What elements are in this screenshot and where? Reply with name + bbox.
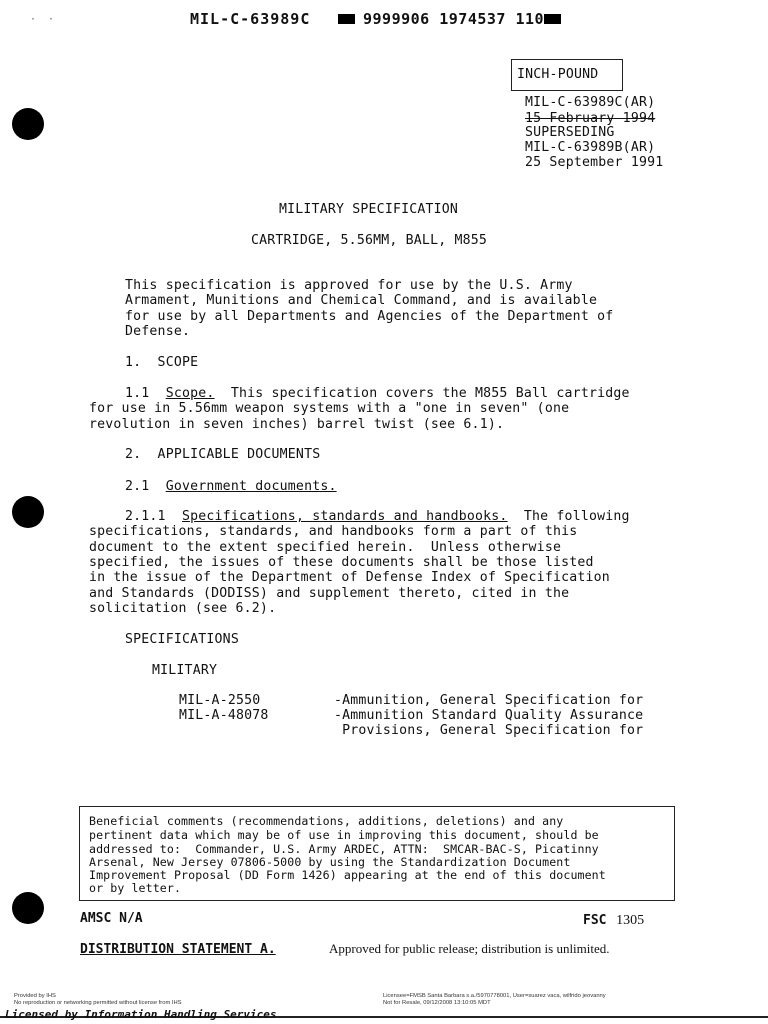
comments-line-6: or by letter.: [89, 881, 182, 895]
section-2-1-1-line-5: in the issue of the Department of Defense Index of Specification: [89, 570, 610, 585]
section-2-1-1-line-6: and Standards (DODISS) and supplement thereto, cited in the: [89, 586, 570, 601]
comments-line-3: addressed to: Commander, U.S. Army ARDEC, ATTN: SMCAR-BAC-S, Picatinny: [89, 842, 599, 856]
section-2-1-1-first-line: [125, 509, 630, 524]
inch-pound-label: INCH-POUND: [517, 67, 599, 82]
section-2-1-1-line-4: specified, the issues of these documents shall be those listed: [89, 555, 594, 570]
intro-line-1: This specification is approved for use by the U.S. Army: [125, 278, 573, 293]
reference-desc-1: -Ammunition, General Specification for: [334, 693, 644, 708]
section-2-1-1-line-7: solicitation (see 6.2).: [89, 601, 277, 616]
distribution-label: DISTRIBUTION STATEMENT A.: [80, 942, 276, 957]
fsc-value: 1305: [616, 913, 645, 928]
section-2-1: [125, 479, 337, 494]
top-left-marks: · ·: [30, 14, 55, 25]
intro-line-2: Armament, Munitions and Chemical Command, and is available: [125, 293, 598, 308]
intro-line-4: Defense.: [125, 324, 191, 339]
fsc-label: FSC: [583, 913, 607, 928]
section-1-1-title: Scope.: [165, 386, 215, 401]
section-1-1-line-3: revolution in seven inches) barrel twist (see 6.1).: [89, 417, 505, 432]
document-subtitle: CARTRIDGE, 5.56MM, BALL, M855: [251, 233, 488, 248]
reference-desc-2: -Ammunition Standard Quality Assurance: [334, 708, 644, 723]
section-2-1-1-line-2: specifications, standards, and handbooks form a part of this: [89, 524, 578, 539]
section-2-1-1-line-3: document to the extent specified herein. Unless otherwise: [89, 540, 562, 555]
section-1-1-lead: This specification covers the M855 Ball cartridge: [214, 386, 630, 401]
reference-desc-3: Provisions, General Specification for: [334, 723, 644, 738]
footer-right-line-1: Licensee=FMSB Santa Barbara s.a./5970778001, User=suarez vaca, wilfrido jeovanny: [383, 993, 606, 999]
section-2-1-1-number: 2.1.1: [125, 509, 166, 524]
section-2-1-1-title: Specifications, standards and handbooks.: [181, 509, 508, 524]
comments-line-5: Improvement Proposal (DD Form 1426) appearing at the end of this document: [89, 868, 606, 882]
reference-code-2: MIL-A-48078: [179, 708, 269, 723]
comments-line-4: Arsenal, New Jersey 07806-5000 by using the Standardization Document: [89, 855, 571, 869]
section-2-1-number: 2.1: [125, 479, 150, 494]
reference-code-1: MIL-A-2550: [179, 693, 261, 708]
distribution-text: Approved for public release; distribution is unlimited.: [329, 941, 610, 956]
spec-date: 15 February 1994: [525, 111, 656, 126]
superseding-label: SUPERSEDING: [525, 125, 615, 140]
footer-left-line-2: No reproduction or networking permitted without license from IHS: [14, 1000, 182, 1006]
intro-line-3: for use by all Departments and Agencies of the Department of: [125, 309, 614, 324]
spec-number: MIL-C-63989C(AR): [525, 95, 656, 110]
previous-spec-date: 25 September 1991: [525, 155, 664, 170]
punch-hole-middle: [12, 496, 44, 528]
fsc-line: [583, 909, 644, 929]
header-code-left: MIL-C-63989C: [190, 10, 311, 28]
footer-licensed: Licensed by Information Handling Services: [5, 1008, 277, 1021]
header-black-block-right: [544, 14, 561, 24]
comments-line-1: Beneficial comments (recommendations, additions, deletions) and any: [89, 814, 564, 828]
punch-hole-bottom: [12, 892, 44, 924]
section-1-1-line-2: for use in 5.56mm weapon systems with a "one in seven" (one: [89, 401, 570, 416]
section-2-heading: 2. APPLICABLE DOCUMENTS: [125, 447, 321, 462]
footer-left-line-1: Provided by IHS: [14, 993, 56, 999]
section-1-1-number: 1.1: [125, 386, 150, 401]
previous-spec-number: MIL-C-63989B(AR): [525, 140, 656, 155]
comments-line-2: pertinent data which may be of use in improving this document, should be: [89, 828, 599, 842]
footer-right-line-2: Not for Resale, 09/12/2008 13:10:05 MDT: [383, 1000, 491, 1006]
specifications-label: SPECIFICATIONS: [125, 632, 239, 647]
document-title: MILITARY SPECIFICATION: [279, 202, 459, 217]
amsc-label: AMSC N/A: [80, 911, 143, 926]
section-2-1-title: Government documents.: [165, 479, 337, 494]
section-1-heading: 1. SCOPE: [125, 355, 199, 370]
military-label: MILITARY: [152, 663, 218, 678]
header-black-block-left: [338, 14, 355, 24]
section-2-1-1-lead: The following: [507, 509, 630, 524]
header-code-right: 9999906 1974537 110: [363, 10, 545, 28]
punch-hole-top: [12, 108, 44, 140]
section-1-1-first-line: [125, 386, 630, 401]
